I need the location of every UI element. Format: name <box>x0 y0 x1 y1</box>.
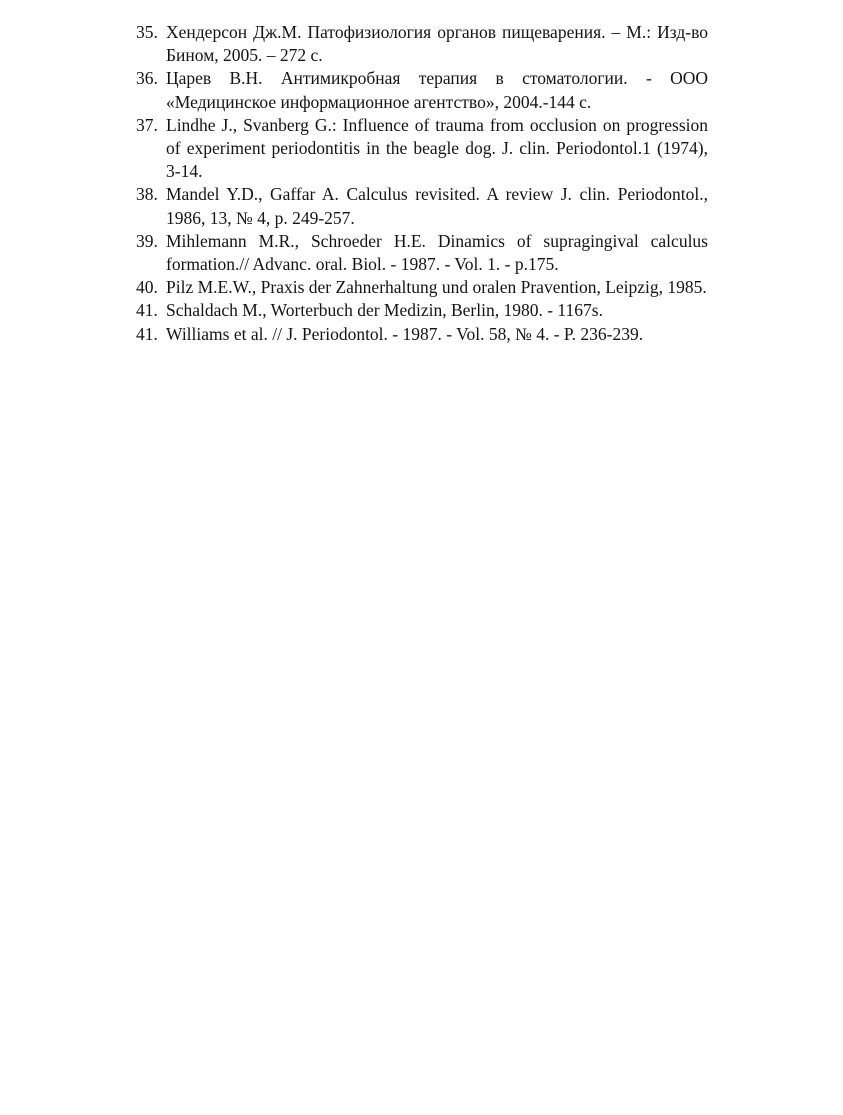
reference-number: 40. <box>136 277 158 298</box>
reference-item <box>136 323 708 346</box>
reference-text: Lindhe J., Svanberg G.: Influence of trauma from occlusion on progression of experiment periodontitis in the beagle dog. J. clin. Periodontol.1 (1974), 3-14. <box>166 114 708 182</box>
reference-number: 41. <box>136 300 158 321</box>
reference-number: 35. <box>136 22 158 42</box>
reference-number: 36. <box>136 68 158 89</box>
reference-number: 39. <box>136 230 158 251</box>
reference-text: Pilz M.E.W., Praxis der Zahnerhaltung und oralen Pravention, Leipzig, 1985. <box>166 277 707 298</box>
reference-number: 41. <box>136 323 158 344</box>
reference-item <box>136 183 708 229</box>
reference-item <box>136 67 708 113</box>
reference-text: Schaldach M., Worterbuch der Medizin, Berlin, 1980. - 1167s. <box>166 300 603 321</box>
reference-text: Williams et al. // J. Periodontol. - 1987. - Vol. 58, № 4. - P. 236-239. <box>166 323 644 344</box>
reference-text: Хендерсон Дж.М. Патофизиология органов пищеварения. – М.: Изд-во Бином, 2005. – 272 с. <box>166 22 708 66</box>
reference-list <box>136 21 708 346</box>
reference-item <box>136 299 708 322</box>
reference-item <box>136 230 708 276</box>
reference-text: Mihlemann M.R., Schroeder H.E. Dinamics of supragingival calculus formation.// Advanc. oral. Biol. - 1987. - Vol. 1. - p.175. <box>166 230 708 275</box>
reference-text: Царев В.Н. Антимикробная терапия в стоматологии. - ООО «Медицинское информационное агентство», 2004.-144 с. <box>166 68 708 112</box>
reference-item <box>136 21 708 67</box>
reference-number: 37. <box>136 114 158 135</box>
reference-text: Mandel Y.D., Gaffar A. Calculus revisited. A review J. clin. Periodontol., 1986, 13, № 4, p. 249-257. <box>166 184 708 228</box>
reference-item <box>136 114 708 184</box>
reference-number: 38. <box>136 184 158 205</box>
reference-item <box>136 276 708 299</box>
